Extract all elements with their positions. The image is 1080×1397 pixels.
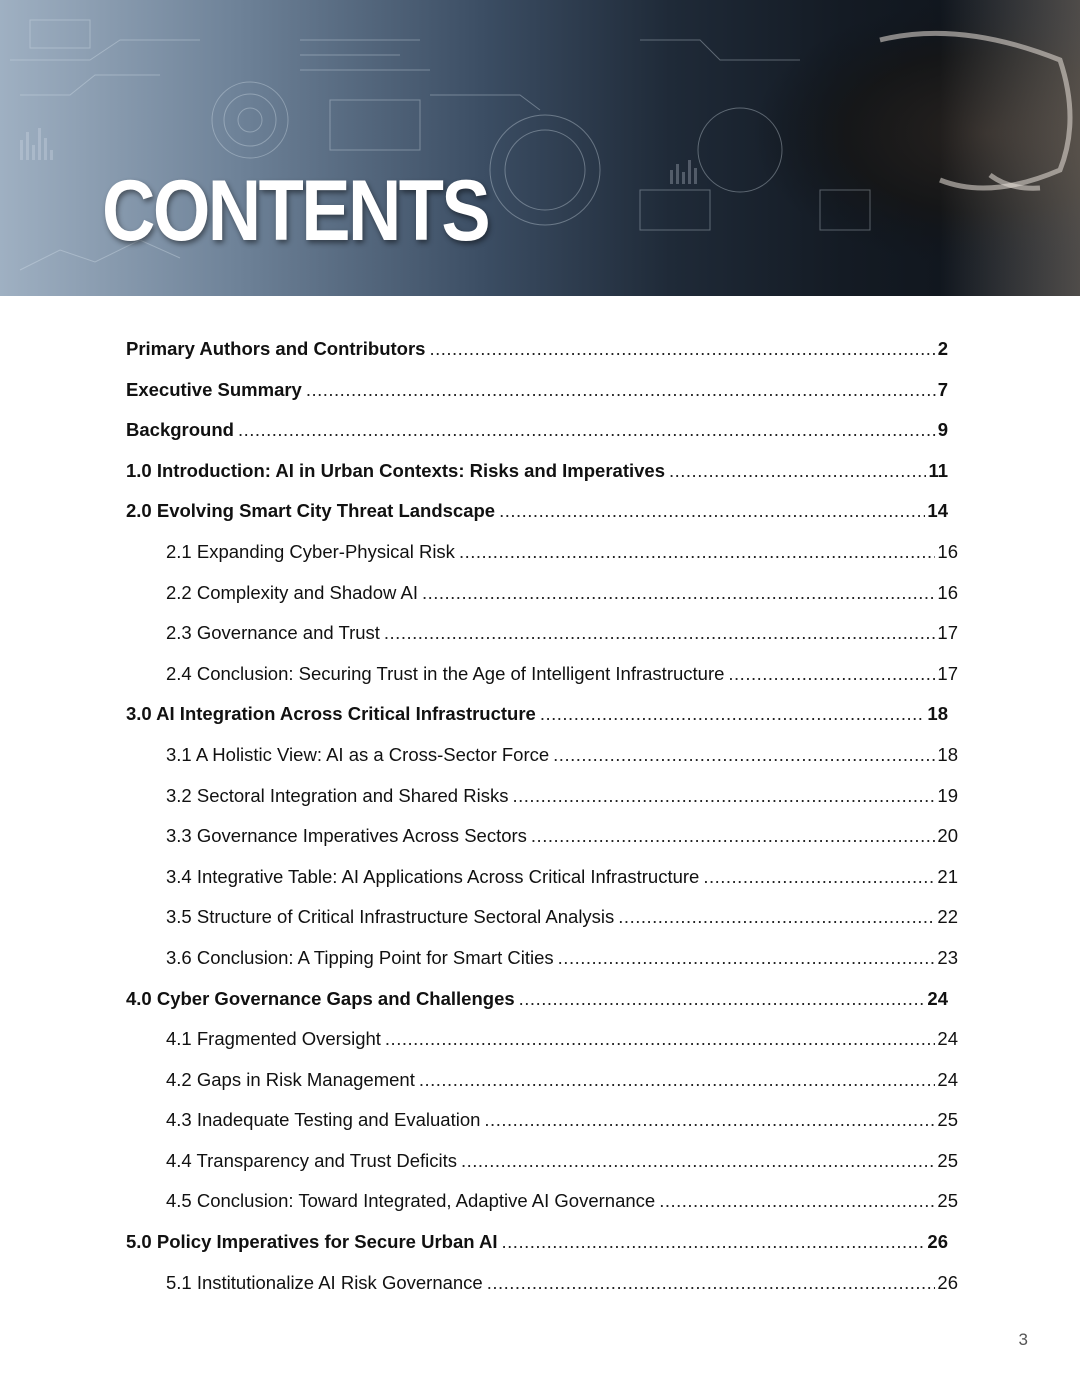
page-title: CONTENTS [102, 163, 489, 259]
toc-entry-title: 2.3 Governance and Trust [166, 622, 380, 644]
toc-entry[interactable] [126, 783, 958, 824]
toc-entry-title: 3.2 Sectoral Integration and Shared Risks [166, 784, 509, 806]
toc-entry-page: 21 [937, 865, 958, 887]
toc-entry-page: 11 [928, 459, 948, 481]
toc-dot-leader [461, 1148, 935, 1174]
toc-entry-title: 2.4 Conclusion: Securing Trust in the Age of Intelligent Infrastructure [166, 662, 725, 684]
toc-entry-title: 4.4 Transparency and Trust Deficits [166, 1149, 457, 1171]
toc-entry-title: Executive Summary [126, 378, 302, 400]
toc-entry[interactable] [126, 620, 958, 661]
toc-entry-title: 2.2 Complexity and Shadow AI [166, 581, 418, 603]
toc-entry-page: 2 [937, 338, 948, 359]
toc-entry-page: 25 [937, 1109, 958, 1131]
toc-dot-leader [238, 417, 936, 443]
toc-entry-title: 3.3 Governance Imperatives Across Sectors [166, 825, 527, 847]
toc-entry-page: 16 [937, 540, 958, 562]
toc-entry-page: 18 [927, 703, 948, 725]
toc-dot-leader [384, 620, 936, 646]
toc-entry-page: 19 [937, 784, 958, 806]
toc-entry-title: Primary Authors and Contributors [126, 338, 426, 359]
toc-dot-leader [531, 823, 936, 849]
toc-dot-leader [385, 1026, 936, 1052]
toc-entry-page: 24 [927, 987, 948, 1009]
toc-entry[interactable] [126, 742, 958, 783]
toc-entry[interactable] [126, 945, 958, 986]
toc-dot-leader [499, 498, 925, 524]
toc-entry-page: 17 [937, 662, 958, 684]
toc-entry-title: 2.0 Evolving Smart City Threat Landscape [126, 500, 496, 522]
toc-entry-page: 25 [937, 1190, 958, 1212]
toc-dot-leader [484, 1107, 935, 1133]
toc-entry-page: 26 [927, 1231, 948, 1253]
toc-dot-leader [728, 661, 935, 687]
toc-entry-title: 4.1 Fragmented Oversight [166, 1028, 381, 1050]
toc-entry[interactable] [126, 986, 948, 1027]
toc-entry-title: 4.0 Cyber Governance Gaps and Challenges [126, 987, 515, 1009]
toc-entry-title: 3.6 Conclusion: A Tipping Point for Smart Cities [166, 946, 554, 968]
toc-dot-leader [703, 864, 935, 890]
toc-dot-leader [519, 986, 926, 1012]
toc-entry-page: 24 [937, 1068, 958, 1090]
toc-entry[interactable] [126, 1107, 958, 1148]
toc-entry-page: 22 [937, 906, 958, 928]
toc-entry[interactable] [126, 661, 958, 702]
toc-entry-page: 16 [937, 581, 958, 603]
toc-entry-page: 26 [937, 1271, 958, 1293]
toc-entry[interactable] [126, 1188, 958, 1229]
toc-entry-page: 20 [937, 825, 958, 847]
toc-entry[interactable] [126, 377, 948, 418]
toc-entry-title: 4.5 Conclusion: Toward Integrated, Adaptive AI Governance [166, 1190, 656, 1212]
toc-dot-leader [553, 742, 935, 768]
toc-entry[interactable] [126, 1270, 958, 1311]
toc-entry-page: 14 [927, 500, 948, 522]
toc-entry-title: 5.1 Institutionalize AI Risk Governance [166, 1271, 483, 1293]
toc-entry-title: 5.0 Policy Imperatives for Secure Urban AI [126, 1231, 498, 1253]
toc-dot-leader [512, 783, 935, 809]
toc-entry[interactable] [126, 1229, 948, 1270]
toc-entry[interactable] [126, 904, 958, 945]
page-number: 3 [1018, 1330, 1028, 1349]
toc-entry-title: 4.2 Gaps in Risk Management [166, 1068, 415, 1090]
toc-dot-leader [558, 945, 936, 971]
toc-dot-leader [669, 458, 926, 484]
toc-dot-leader [419, 1067, 936, 1093]
toc-entry[interactable] [126, 701, 948, 742]
toc-entry[interactable] [126, 1026, 958, 1067]
toc-entry[interactable] [126, 1148, 958, 1189]
toc-entry-title: 3.1 A Holistic View: AI as a Cross-Sector Force [166, 743, 550, 765]
toc-entry[interactable] [126, 864, 958, 905]
toc-dot-leader [422, 580, 935, 606]
toc-entry-title: 3.4 Integrative Table: AI Applications Across Critical Infrastructure [166, 865, 700, 887]
toc-entry-page: 7 [937, 378, 948, 400]
toc-entry-page: 17 [937, 622, 958, 644]
toc-dot-leader [540, 701, 926, 727]
toc-entry-page: 18 [937, 743, 958, 765]
toc-entry-title: Background [126, 419, 234, 441]
toc-entry[interactable] [126, 458, 948, 499]
toc-entry-title: 3.5 Structure of Critical Infrastructure Sectoral Analysis [166, 906, 615, 928]
toc-entry-page: 25 [937, 1149, 958, 1171]
toc-entry-page: 9 [937, 419, 948, 441]
toc-dot-leader [306, 377, 936, 403]
toc-entry[interactable] [126, 336, 948, 377]
toc-entry[interactable] [126, 539, 958, 580]
toc-entry-title: 4.3 Inadequate Testing and Evaluation [166, 1109, 481, 1131]
toc-dot-leader [502, 1229, 926, 1255]
header-banner [0, 0, 1080, 296]
toc-entry-title: 2.1 Expanding Cyber-Physical Risk [166, 540, 455, 562]
toc-entry[interactable] [126, 823, 958, 864]
table-of-contents [126, 336, 960, 1310]
toc-dot-leader [429, 336, 935, 362]
toc-entry[interactable] [126, 1067, 958, 1108]
toc-dot-leader [487, 1270, 936, 1296]
toc-dot-leader [618, 904, 935, 930]
toc-entry-page: 23 [937, 946, 958, 968]
toc-entry[interactable] [126, 580, 958, 621]
toc-entry[interactable] [126, 498, 948, 539]
toc-entry-title: 3.0 AI Integration Across Critical Infrastructure [126, 703, 536, 725]
toc-entry-page: 24 [937, 1028, 958, 1050]
toc-dot-leader [659, 1188, 935, 1214]
toc-entry[interactable] [126, 417, 948, 458]
toc-entry-title: 1.0 Introduction: AI in Urban Contexts: Risks and Imperatives [126, 459, 665, 481]
toc-dot-leader [459, 539, 935, 565]
